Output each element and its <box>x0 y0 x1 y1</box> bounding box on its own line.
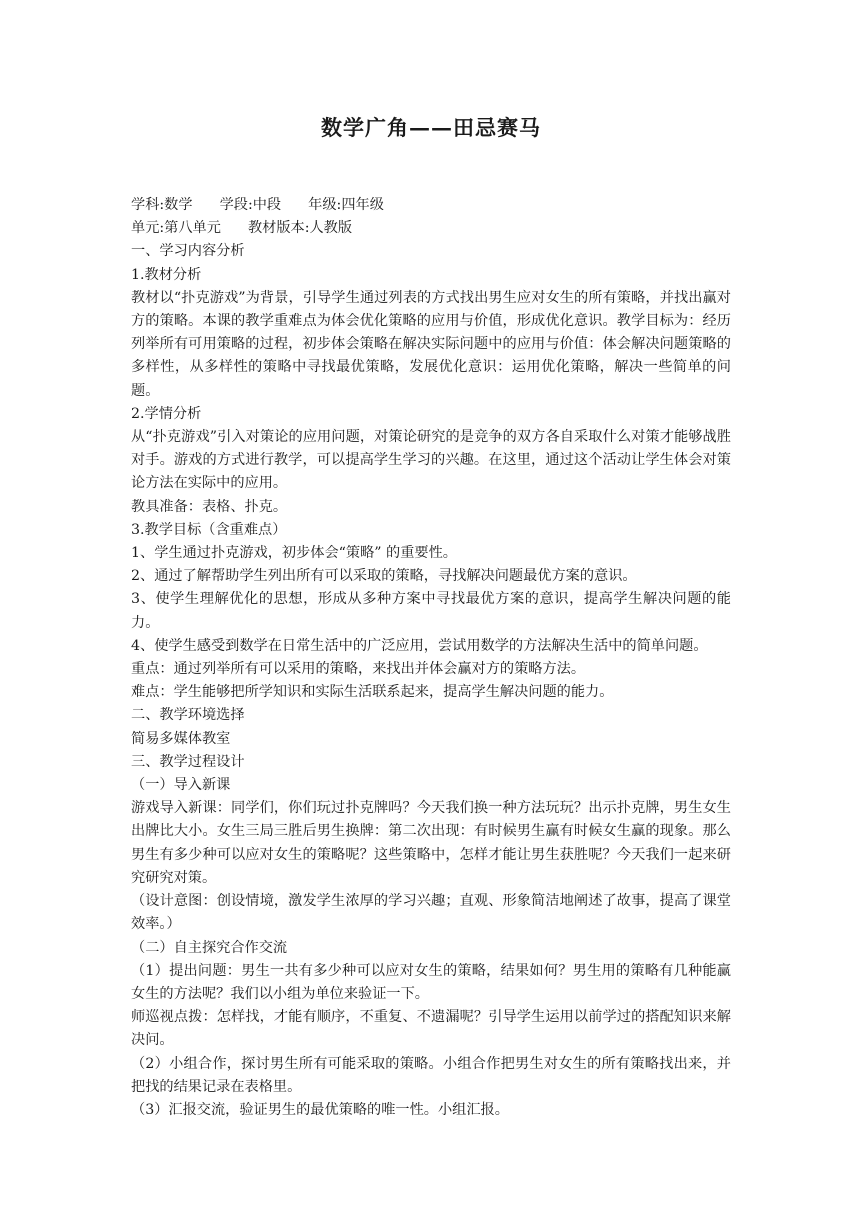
subsection-heading: （一）导入新课 <box>131 777 231 794</box>
document-body <box>131 194 731 1122</box>
list-item: 2、通过了解帮助学生列出所有可以采取的策略，寻找解决问题最优方案的意识。 <box>131 568 637 585</box>
list-item: 1、学生通过扑克游戏，初步体会“策略” 的重要性。 <box>131 545 457 562</box>
paragraph: （1）提出问题：男生一共有多少种可以应对女生的策略，结果如何？男生用的策略有几种能赢女生的方法呢？我们以小组为单位来验证一下。 <box>131 962 731 1002</box>
subsection-heading: 2.学情分析 <box>131 405 202 422</box>
paragraph: 难点：学生能够把所学知识和实际生活联系起来，提高学生解决问题的能力。 <box>131 684 614 701</box>
paragraph: （2）小组合作，探讨男生所有可能采取的策略。小组合作把男生对女生的所有策略找出来，并把找的结果记录在表格里。 <box>131 1055 731 1095</box>
paragraph: 教具准备：表格、扑克。 <box>131 498 288 515</box>
subsection-heading: 1.教材分析 <box>131 266 202 283</box>
paragraph: 从“扑克游戏”引入对策论的应用问题，对策论研究的是竞争的双方各自采取什么对策才能够战胜对手。游戏的方式进行教学，可以提高学生学习的兴趣。在这里，通过这个活动让学生体会对策论方法在实际中的应用。 <box>131 429 731 492</box>
paragraph: 重点：通过列举所有可以采用的策略，来找出并体会赢对方的策略方法。 <box>131 661 586 678</box>
section-heading: 二、教学环境选择 <box>131 707 245 724</box>
paragraph: 游戏导入新课：同学们，你们玩过扑克牌吗？今天我们换一种方法玩玩？出示扑克牌，男生女生出牌比大小。女生三局三胜后男生换牌：第二次出现：有时候男生赢有时候女生赢的现象。那么男生有多少种可以应对女生的策略呢？这些策略中，怎样才能让男生获胜呢？今天我们一起来研究研究对策。 <box>131 800 731 886</box>
section-heading: 三、教学过程设计 <box>131 753 245 770</box>
document-title: 数学广角——田忌赛马 <box>321 115 541 140</box>
paragraph: （3）汇报交流，验证男生的最优策略的唯一性。小组汇报。 <box>131 1101 509 1118</box>
paragraph: （设计意图：创设情境，激发学生浓厚的学习兴趣；直观、形象简洁地阐述了故事，提高了课堂效率。） <box>131 893 731 933</box>
section-heading: 一、学习内容分析 <box>131 243 245 260</box>
list-item: 3、使学生理解优化的思想，形成从多种方案中寻找最优方案的意识，提高学生解决问题的能力。 <box>131 591 731 631</box>
list-item: 4、使学生感受到数学在日常生活中的广泛应用，尝试用数学的方法解决生活中的简单问题。 <box>131 637 708 654</box>
paragraph: 教材以“扑克游戏”为背景，引导学生通过列表的方式找出男生应对女生的所有策略，并找出赢对方的策略。本课的教学重难点为体会优化策略的应用与价值，形成优化意识。教学目标为：经历列举所有可用策略的过程，初步体会策略在解决实际问题中的应用与价值：体会解决问题策略的多样性，从多样性的策略中寻找最优策略，发展优化意识：运用优化策略，解决一些简单的问题。 <box>131 289 731 399</box>
meta-line-subject: 学科:数学 学段:中段 年级:四年级 <box>131 197 384 213</box>
subsection-heading: 3.教学目标（含重难点） <box>131 521 287 538</box>
paragraph: 师巡视点拨：怎样找，才能有顺序，不重复、不遗漏呢？引导学生运用以前学过的搭配知识来解决问。 <box>131 1009 731 1049</box>
paragraph: 简易多媒体教室 <box>131 730 231 747</box>
subsection-heading: （二）自主探究合作交流 <box>131 939 288 956</box>
meta-line-unit: 单元:第八单元 教材版本:人教版 <box>131 220 353 237</box>
